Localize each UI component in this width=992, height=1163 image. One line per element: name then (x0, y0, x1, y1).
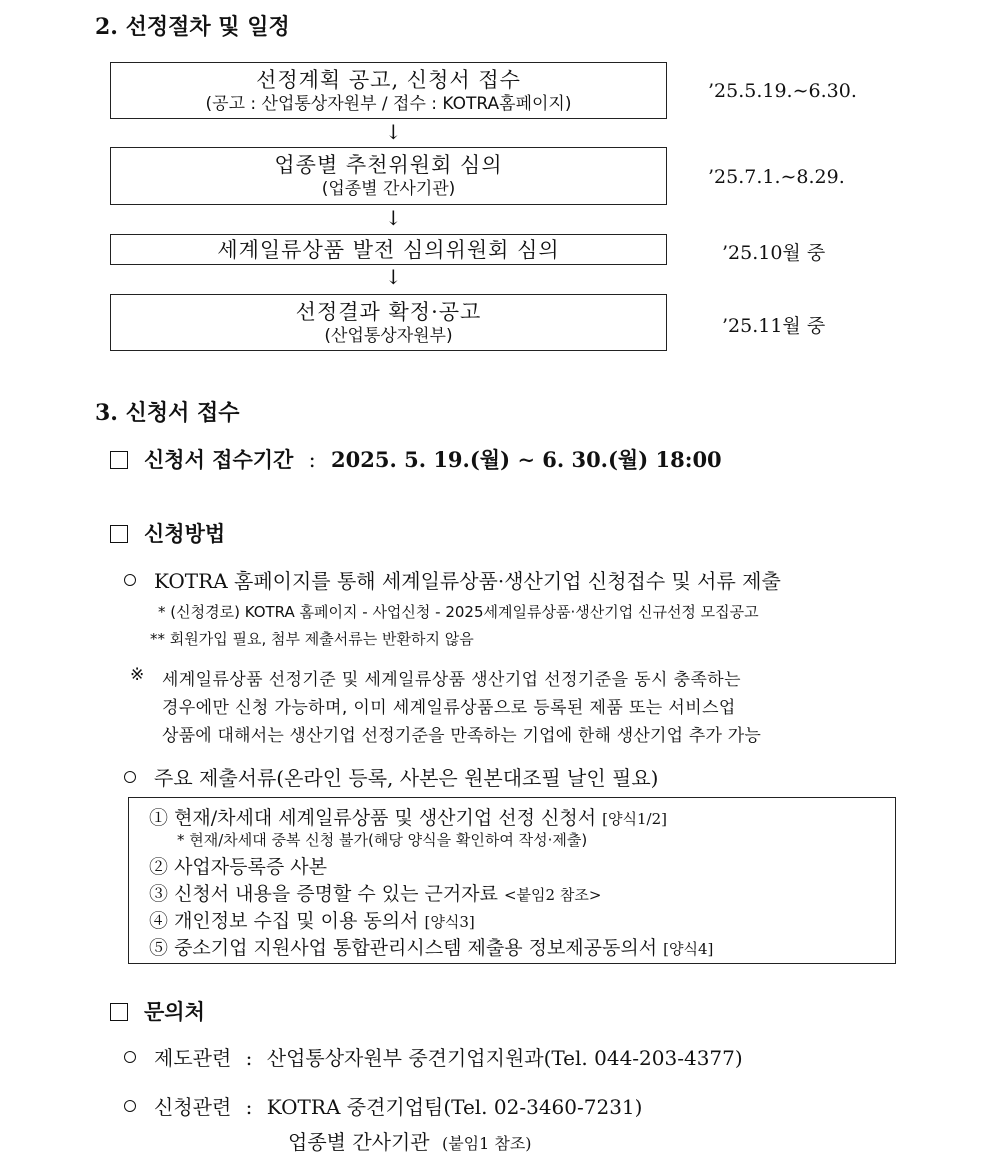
doc-tag: [양식1/2] (602, 810, 667, 828)
contact-item-label: 제도관련 (154, 1046, 232, 1070)
method-main (124, 565, 781, 594)
step-3-date: ’25.10월 중 (722, 242, 826, 264)
required-documents-box (128, 797, 896, 964)
method-note-1: * (신청경로) KOTRA 홈페이지 - 사업신청 - 2025세계일류상품·생산기업 신규선정 모집공고 (158, 603, 759, 621)
doc-item (149, 803, 667, 830)
doc-note: * 현재/차세대 중복 신청 불가(해당 양식을 확인하여 작성·제출) (177, 831, 588, 849)
doc-number: ⑤ (149, 937, 169, 959)
step-2-title: 업종별 추천위원회 심의 (274, 153, 503, 177)
caution-line-1: 세계일류상품 선정기준 및 세계일류상품 생산기업 선정기준을 동시 충족하는 (162, 670, 741, 690)
step-4-date: ’25.11월 중 (722, 315, 826, 337)
checkbox-square-icon (110, 525, 128, 543)
step-2-date: ’25.7.1.∼8.29. (708, 166, 845, 188)
bullet-circle-icon (124, 1051, 136, 1063)
period-label: 신청서 접수기간 (144, 447, 294, 472)
doc-tag: <붙임2 참조> (503, 886, 602, 904)
step-4-subtitle: (산업통상자원부) (324, 325, 453, 346)
doc-item (149, 933, 713, 960)
contact-extra-tag: (붙임1 참조) (441, 1134, 532, 1153)
period-separator: : (308, 448, 316, 472)
checkbox-square-icon (110, 1003, 128, 1021)
docs-intro (124, 762, 658, 791)
method-heading (110, 518, 225, 548)
contact-heading (110, 996, 205, 1026)
contact-item-value: KOTRA 중견기업팀(Tel. 02-3460-7231) (266, 1095, 643, 1119)
down-arrow-icon: ↓ (385, 206, 402, 230)
caution-line-3: 상품에 대해서는 생산기업 선정기준을 만족하는 기업에 한해 생산기업 추가 가능 (162, 726, 761, 746)
down-arrow-icon: ↓ (385, 120, 402, 144)
doc-tag: [양식3] (424, 913, 475, 931)
contact-item-separator: : (245, 1095, 253, 1119)
contact-label: 문의처 (144, 999, 205, 1024)
contact-item-separator: : (245, 1046, 253, 1070)
doc-tag: [양식4] (663, 940, 714, 958)
bullet-circle-icon (124, 574, 136, 586)
process-step-3 (110, 234, 667, 265)
section3-heading: 3. 신청서 접수 (95, 400, 240, 426)
checkbox-square-icon (110, 451, 128, 469)
process-step-4 (110, 294, 667, 351)
docs-intro-text: 주요 제출서류(온라인 등록, 사본은 원본대조필 날인 필요) (154, 766, 659, 790)
section2-heading: 2. 선정절차 및 일정 (95, 14, 290, 40)
doc-item (149, 906, 475, 933)
period-value: 2025. 5. 19.(월) ∼ 6. 30.(월) 18:00 (331, 447, 722, 472)
process-step-1 (110, 62, 667, 119)
step-4-title: 선정결과 확정·공고 (295, 299, 482, 324)
contact-item-value: 산업통상자원부 중견기업지원과(Tel. 044-203-4377) (266, 1046, 743, 1070)
bullet-circle-icon (124, 771, 136, 783)
doc-item (149, 852, 327, 879)
step-1-date: ’25.5.19.∼6.30. (708, 80, 857, 102)
method-note-2: ** 회원가입 필요, 첨부 제출서류는 반환하지 않음 (150, 630, 474, 648)
doc-number: ② (149, 856, 169, 878)
process-step-2 (110, 147, 667, 205)
contact-item-application (124, 1091, 642, 1120)
contact-item-policy (124, 1042, 743, 1071)
method-label: 신청방법 (144, 521, 226, 546)
down-arrow-icon: ↓ (385, 265, 402, 289)
step-3-title: 세계일류상품 발전 심의위원회 심의 (217, 237, 560, 262)
doc-text: 사업자등록증 사본 (174, 856, 327, 878)
contact-extra-text: 업종별 간사기관 (288, 1130, 430, 1154)
doc-text: 신청서 내용을 증명할 수 있는 근거자료 (174, 883, 498, 905)
step-1-title: 선정계획 공고, 신청서 접수 (256, 67, 521, 92)
doc-number: ③ (149, 883, 169, 905)
contact-item-label: 신청관련 (154, 1095, 232, 1119)
doc-number: ④ (149, 910, 169, 932)
caution-line-2: 경우에만 신청 가능하며, 이미 세계일류상품으로 등록된 제품 또는 서비스업 (162, 698, 736, 718)
doc-number: ① (149, 807, 169, 829)
contact-extra (288, 1126, 532, 1155)
bullet-circle-icon (124, 1100, 136, 1112)
doc-item (149, 879, 601, 906)
application-period (110, 444, 722, 474)
doc-text: 중소기업 지원사업 통합관리시스템 제출용 정보제공동의서 (174, 937, 658, 959)
step-1-subtitle: (공고 : 산업통상자원부 / 접수 : KOTRA홈페이지) (205, 93, 572, 114)
doc-text: 개인정보 수집 및 이용 동의서 (174, 910, 419, 932)
method-main-text: KOTRA 홈페이지를 통해 세계일류상품·생산기업 신청접수 및 서류 제출 (154, 569, 781, 593)
step-2-subtitle: (업종별 간사기관) (321, 179, 456, 199)
caution-mark: ※ (130, 665, 145, 685)
doc-text: 현재/차세대 세계일류상품 및 생산기업 선정 신청서 (174, 807, 597, 829)
